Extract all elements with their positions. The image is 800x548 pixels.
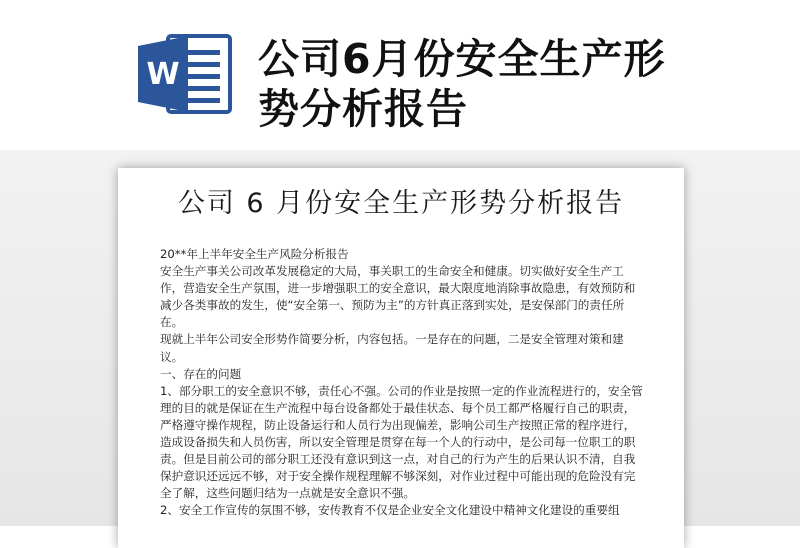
header-title: 公司6月份安全生产形势分析报告 (258, 35, 666, 133)
paragraph: 20**年上半年安全生产风险分析报告 (160, 247, 349, 261)
document-body (160, 246, 646, 520)
paragraph: 2、安全工作宣传的氛围不够，安传教育不仅是企业安全文化建设中精神文化建设的重要组 (160, 503, 620, 518)
paragraph: 1、部分职工的安全意识不够，责任心不强。公司的作业是按照一定的作业流程进行的，安全管理的目的就是保证在生产流程中每台设备都处于最佳状态、每个员工都严格履行自己的职责，严格遵守操作规程，防止设备运行和人员行为出现偏差，影响公司生产按照正常的程序进行，造成设备损失和人员伤害，所以安全管理是贯穿在每一个人的行动中，是公司每一位职工的职责。但是目前公司的部分职工还没有意识到这一点，对自己的行为产生的后果认识不清，自我保护意识还远远不够，对于安全操作规程理解不够深刻，对作业过程中可能出现的危险没有完全了解，这些问题归结为一点就是安全意识不强。 (160, 383, 643, 501)
header-banner (0, 0, 800, 150)
document-page (118, 168, 684, 548)
svg-text:W: W (146, 57, 180, 92)
section-heading: 一、存在的问题 (160, 366, 242, 381)
paragraph: 安全生产事关公司改革发展稳定的大局，事关职工的生命安全和健康。切实做好安全生产工作，营造安全生产氛围，进一步增强职工的安全意识，最大限度地消除事故隐患，有效预防和减少各类事故的发生，使“安全第一、预防为主”的方针真正落到实处，是安保部门的责任所在。 (160, 264, 636, 330)
document-title: 公司 6 月份安全生产形势分析报告 (177, 188, 625, 219)
word-icon (138, 32, 234, 116)
paragraph: 现就上半年公司安全形势作简要分析，内容包括。一是存在的问题，二是安全管理对策和建议。 (160, 332, 624, 364)
